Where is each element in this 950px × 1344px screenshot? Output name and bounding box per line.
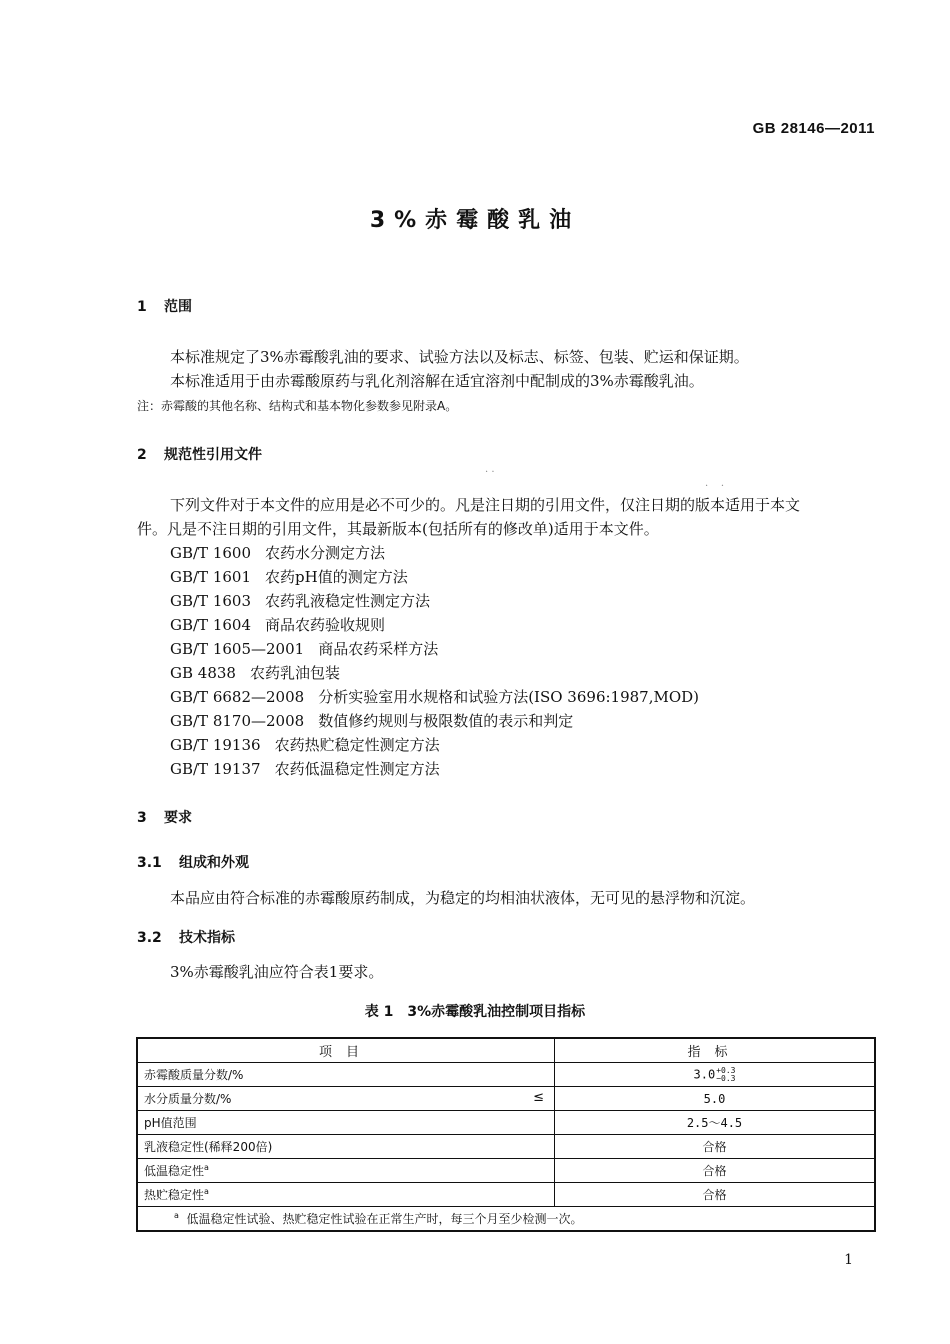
row-value: 合格 xyxy=(555,1159,876,1183)
table-row xyxy=(137,1087,875,1111)
footnote-mark: a xyxy=(204,1187,209,1196)
scan-speck: . . xyxy=(485,464,495,475)
section-number: 1 xyxy=(137,299,147,315)
row-item: pH值范围 xyxy=(137,1111,555,1135)
row-item: 低温稳定性$^a$ xyxy=(137,1159,555,1183)
table-row xyxy=(137,1135,875,1159)
section-number: 3.2 xyxy=(137,930,162,946)
paragraph: 下列文件对于本文件的应用是必不可少的。凡是注日期的引用文件，仅注日期的版本适用于本文 xyxy=(170,496,801,514)
section-2-heading xyxy=(137,444,262,464)
tolerance: +0.3 −0.3 xyxy=(716,1065,736,1083)
section-number: 3.1 xyxy=(137,855,162,871)
scan-speck: . . xyxy=(705,478,725,489)
header-value: 指标 xyxy=(555,1038,876,1063)
row-value: 2.5～4.5 xyxy=(555,1111,876,1135)
section-title: 范围 xyxy=(164,299,192,315)
reference-item: GB/T 1604 商品农药验收规则 xyxy=(170,616,386,634)
section-3-heading xyxy=(137,807,192,827)
row-item: 赤霉酸质量分数/% xyxy=(137,1063,555,1087)
reference-item: GB/T 6682—2008 分析实验室用水规格和试验方法(ISO 3696:1987,MOD) xyxy=(170,688,700,706)
row-item: 水分质量分数/% ≤ xyxy=(137,1087,555,1111)
header-item: 项目 xyxy=(137,1038,555,1063)
standard-number: GB 28146—2011 xyxy=(752,120,875,137)
table-row xyxy=(137,1183,875,1207)
table-row xyxy=(137,1159,875,1183)
reference-item: GB/T 1605—2001 商品农药采样方法 xyxy=(170,640,439,658)
reference-item: GB/T 1603 农药乳液稳定性测定方法 xyxy=(170,592,431,610)
section-title: 技术指标 xyxy=(179,930,235,946)
section-3-1-heading xyxy=(137,852,249,872)
paragraph: 本标准规定了3%赤霉酸乳油的要求、试验方法以及标志、标签、包装、贮运和保证期。 xyxy=(170,348,749,366)
section-title: 规范性引用文件 xyxy=(164,447,262,463)
reference-item: GB/T 1601 农药pH值的测定方法 xyxy=(170,568,408,586)
note: 注：赤霉酸的其他名称、结构式和基本物化参数参见附录A。 xyxy=(137,399,458,413)
section-1-heading xyxy=(137,296,192,316)
reference-item: GB/T 8170—2008 数值修约规则与极限数值的表示和判定 xyxy=(170,712,574,730)
reference-item: GB/T 19137 农药低温稳定性测定方法 xyxy=(170,760,440,778)
row-item: 乳液稳定性(稀释200倍) xyxy=(137,1135,555,1159)
paragraph: 件。凡是不注日期的引用文件，其最新版本(包括所有的修改单)适用于本文件。 xyxy=(137,520,659,538)
section-number: 2 xyxy=(137,447,147,463)
comparison-symbol: ≤ xyxy=(533,1090,544,1105)
row-value: 3.0+0.3 −0.3 xyxy=(555,1063,876,1087)
table-row xyxy=(137,1063,875,1087)
table-footnote: $^a$ 低温稳定性试验、热贮稳定性试验在正常生产时，每三个月至少检测一次。 xyxy=(137,1207,875,1232)
table-caption: 表 1 3%赤霉酸乳油控制项目指标 xyxy=(364,1004,586,1020)
table-row xyxy=(137,1111,875,1135)
spec-table xyxy=(136,1037,876,1232)
reference-item: GB/T 1600 农药水分测定方法 xyxy=(170,544,386,562)
table-header-row xyxy=(137,1038,875,1063)
paragraph: 本品应由符合标准的赤霉酸原药制成，为稳定的均相油状液体，无可见的悬浮物和沉淀。 xyxy=(170,889,756,907)
reference-item: GB 4838 农药乳油包装 xyxy=(170,664,340,682)
section-title: 要求 xyxy=(164,810,192,826)
paragraph: 3%赤霉酸乳油应符合表1要求。 xyxy=(170,963,384,981)
row-value: 合格 xyxy=(555,1135,876,1159)
section-title: 组成和外观 xyxy=(179,855,249,871)
document-title: 3%赤霉酸乳油 xyxy=(369,208,581,233)
table-footnote-row xyxy=(137,1207,875,1232)
row-value: 5.0 xyxy=(555,1087,876,1111)
reference-item: GB/T 19136 农药热贮稳定性测定方法 xyxy=(170,736,440,754)
footnote-mark: a xyxy=(204,1163,209,1172)
paragraph: 本标准适用于由赤霉酸原药与乳化剂溶解在适宜溶剂中配制成的3%赤霉酸乳油。 xyxy=(170,372,704,390)
page-number: 1 xyxy=(844,1252,853,1268)
row-value: 合格 xyxy=(555,1183,876,1207)
row-item: 热贮稳定性$^a$ xyxy=(137,1183,555,1207)
section-3-2-heading xyxy=(137,927,235,947)
section-number: 3 xyxy=(137,810,147,826)
